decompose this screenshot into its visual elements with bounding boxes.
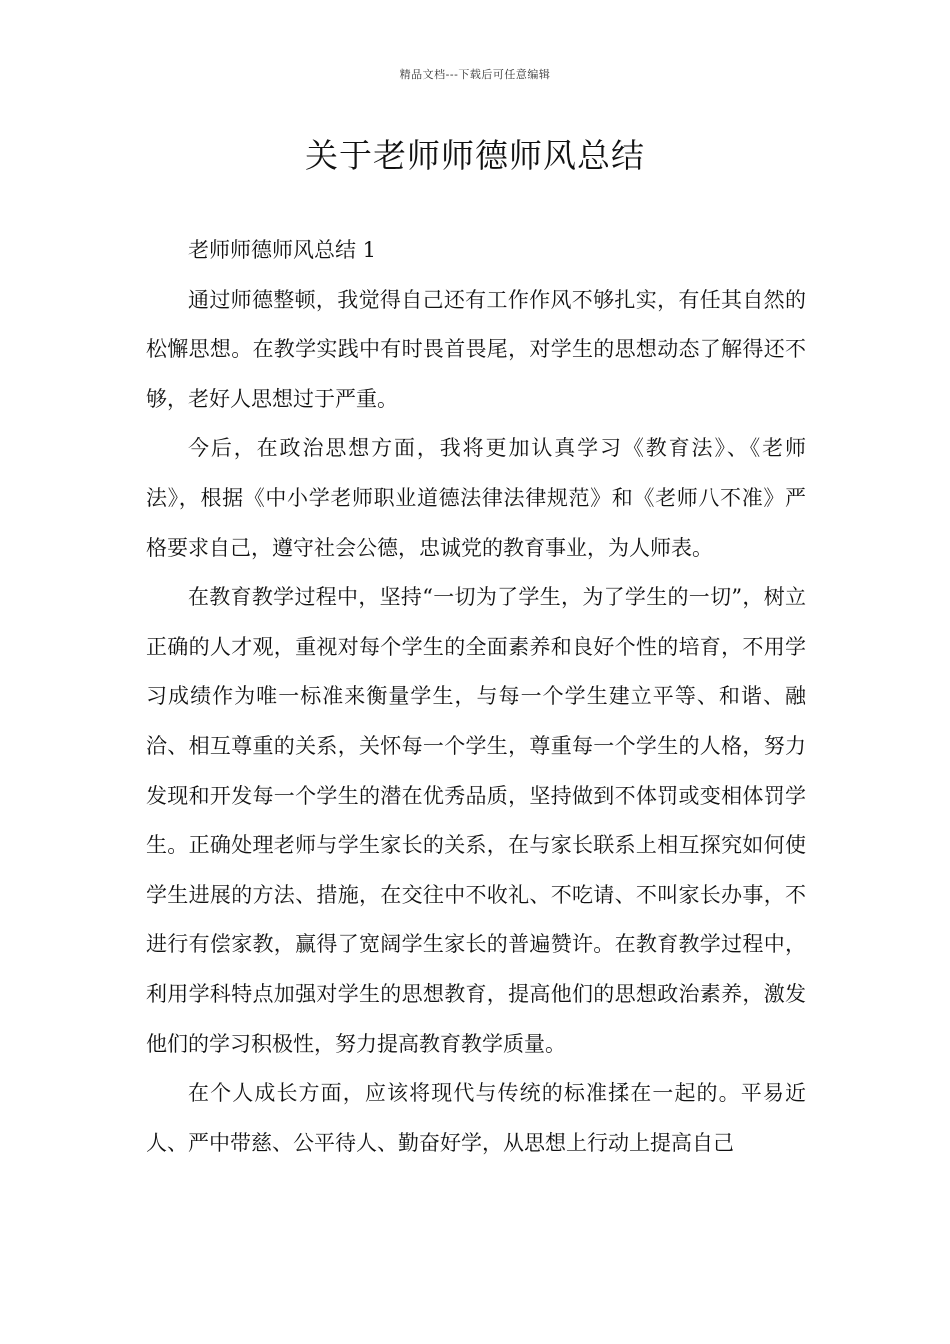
section-heading: 老师师德师风总结 1 bbox=[188, 238, 377, 262]
paragraph-3: 在教育教学过程中，坚持“一切为了学生，为了学生的一切”，树立正确的人才观，重视对每个学生的全面素养和良好个性的培育，不用学习成绩作为唯一标准来衡量学生，与每一个学生建立平等、和谐、融洽、相互尊重的关系，关怀每一个学生，尊重每一个学生的人格，努力发现和开发每一个学生的潜在优秀品质，坚持做到不体罚或变相体罚学生。正确处理老师与学生家长的关系，在与家长联系上相互探究如何使学生进展的方法、措施，在交往中不收礼、不吃请、不叫家长办事，不进行有偿家教，赢得了宽阔学生家长的普遍赞许。在教育教学过程中，利用学科特点加强对学生的思想教育，提高他们的思想政治素养，激发他们的学习积极性，努力提高教育教学质量。 bbox=[146, 585, 806, 1056]
paragraph-2: 今后，在政治思想方面，我将更加认真学习《教育法》、《老师法》，根据《中小学老师职业道德法律法律规范》和《老师八不准》严格要求自己，遵守社会公德，忠诚党的教育事业，为人师表。 bbox=[146, 436, 806, 560]
paragraph-1: 通过师德整顿，我觉得自己还有工作作风不够扎实，有任其自然的松懈思想。在教学实践中有时畏首畏尾，对学生的思想动态了解得还不够，老好人思想过于严重。 bbox=[146, 287, 806, 411]
document-title: 关于老师师德师风总结 bbox=[305, 136, 645, 175]
document-body bbox=[146, 226, 806, 1168]
paragraph-4: 在个人成长方面，应该将现代与传统的标准揉在一起的。平易近人、严中带慈、公平待人、勤奋好学，从思想上行动上提高自己 bbox=[146, 1081, 806, 1155]
header-note: 精品文档---下载后可任意编辑 bbox=[399, 68, 551, 81]
